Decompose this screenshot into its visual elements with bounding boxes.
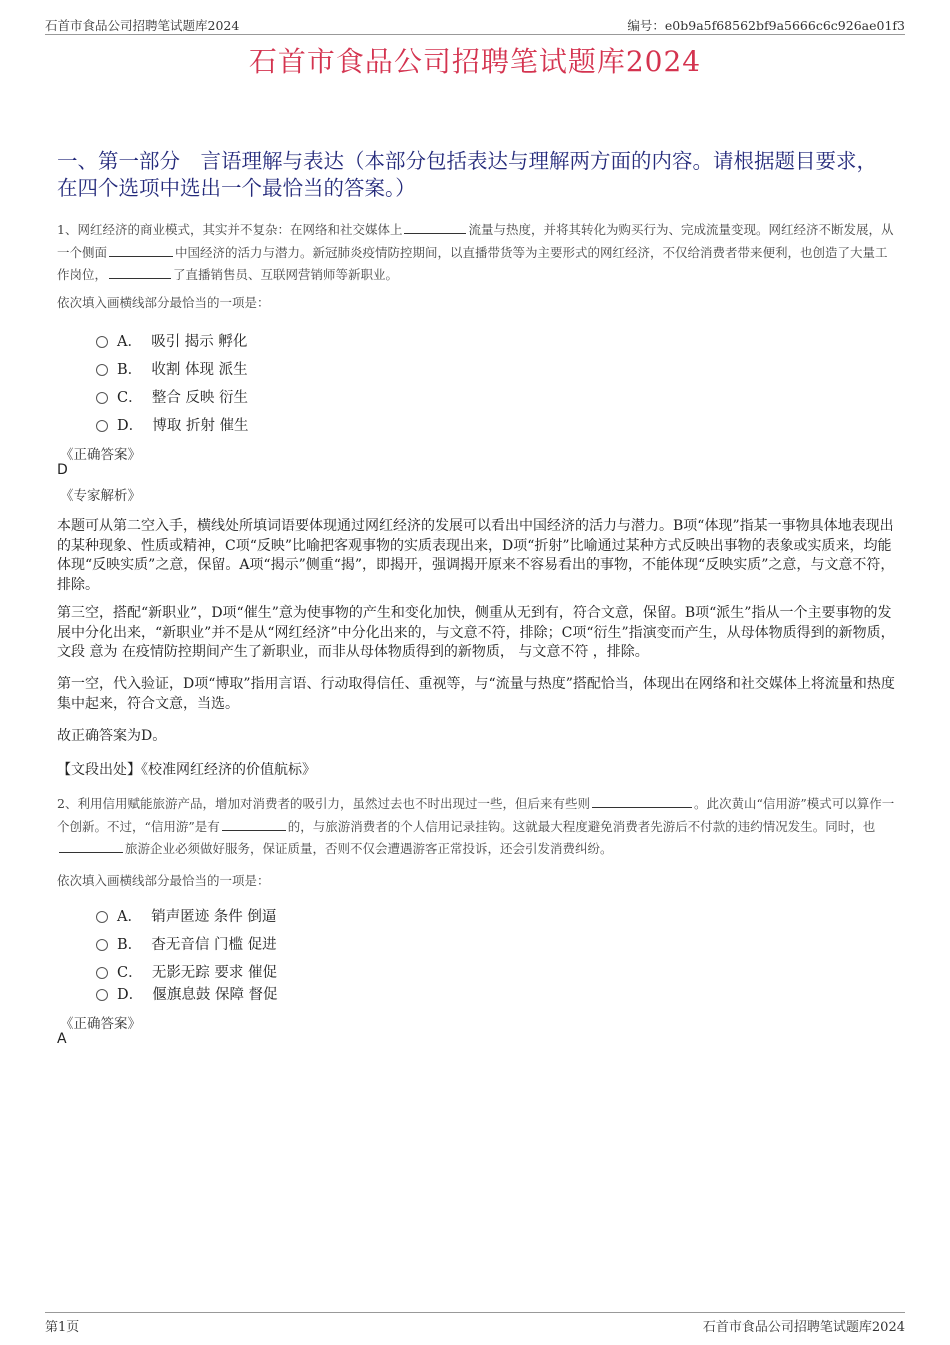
q2-answer-label: 《正确答案》 — [60, 1016, 141, 1032]
q1-text-part-4: 了直播销售员、互联网营销师等新职业。 — [173, 267, 399, 282]
footer-doc-title: 石首市食品公司招聘笔试题库2024 — [702, 1320, 905, 1335]
radio-icon[interactable] — [96, 336, 108, 348]
q1-option-d-label: D． 博取 折射 催生 — [117, 418, 249, 434]
q1-blank-2 — [109, 244, 173, 257]
q2-option-a[interactable] — [96, 905, 276, 926]
q1-option-d[interactable] — [96, 414, 249, 435]
q1-answer: D — [57, 462, 68, 478]
q2-option-b[interactable] — [96, 933, 277, 954]
q1-text-part-2: 流量与热度，并将其转化为购买行为、完成流量变现。网红经济不断发展，从一个侧面 — [57, 222, 894, 260]
question-2-text — [57, 793, 899, 861]
q2-option-d-label: D． 偃旗息鼓 保障 督促 — [117, 987, 278, 1003]
radio-icon[interactable] — [96, 967, 108, 979]
radio-icon[interactable] — [96, 939, 108, 951]
q1-blank-3 — [109, 266, 171, 279]
q2-text-part-4: 旅游企业必须做好服务，保证质量，否则不仅会遭遇游客正常投诉，还会引发消费纠纷。 — [125, 841, 613, 856]
q1-option-a-label: A． 吸引 揭示 孵化 — [117, 334, 248, 350]
q2-option-d[interactable] — [96, 983, 278, 1004]
q1-source: 【文段出处】《校准网红经济的价值航标》 — [57, 762, 316, 778]
radio-icon[interactable] — [96, 392, 108, 404]
q2-blank-3 — [59, 840, 123, 853]
q1-text-part-3: 中国经济的活力与潜力。新冠肺炎疫情防控期间，以直播带货等为主要形式的网红经济，不仅给消费者带来便利，也创造了大量工作岗位， — [57, 244, 888, 282]
page-title: 石首市食品公司招聘笔试题库2024 — [248, 45, 702, 78]
section-heading: 一、第一部分 言语理解与表达（本部分包括表达与理解两方面的内容。请根据题目要求，在四个选项中选出一个最恰当的答案。） — [57, 149, 877, 200]
q1-explanation-1: 本题可从第二空入手，横线处所填词语要体现通过网红经济的发展可以看出中国经济的活力与潜力。B项“体现”指某一事物具体地表现出的某种现象、性质或精神，C项“反映”比喻把客观事物的实质表现出来，D项“折射”比喻通过某种方式反映出事物的表象或实质来，均能体现“反映实质”之意，保留。A项“揭示”侧重“揭”，即揭开，强调揭开原来不容易看出的事物，不能体现“反映实质”之意，与文意不符，排除。 — [57, 518, 895, 593]
q1-answer-label: 《正确答案》 — [60, 447, 141, 463]
header-doc-title: 石首市食品公司招聘笔试题库2024 — [45, 18, 240, 33]
q2-answer: A — [57, 1031, 67, 1047]
q2-prompt: 依次填入画横线部分最恰当的一项是： — [57, 873, 270, 888]
q1-option-a[interactable] — [96, 330, 247, 351]
q2-option-c[interactable] — [96, 961, 277, 982]
radio-icon[interactable] — [96, 911, 108, 923]
page-header — [45, 14, 905, 35]
q2-text-part-2: 。此次黄山“信用游”模式可以算作一个创新。不过，“信用游”是有 — [57, 796, 895, 834]
header-doc-id: 编号：e0b9a5f68562bf9a5666c6c926ae01f3 — [627, 18, 905, 33]
q2-blank-1 — [592, 795, 692, 808]
q1-analysis-label: 《专家解析》 — [60, 488, 141, 504]
q1-prompt: 依次填入画横线部分最恰当的一项是： — [57, 295, 270, 310]
q1-explanation-2: 第三空，搭配“新职业”，D项“催生”意为使事物的产生和变化加快，侧重从无到有，符合文意，保留。B项“派生”指从一个主要事物的发展中分化出来，“新职业”并不是从“网红经济”中分化出来的，与文意不符，排除；C项“衍生”指演变而产生，从母体物质得到的新物质，文段 意为 在疫情防控期间产生了新职业，而非从母体物质得到的新物质， 与文意不符 ，排除。 — [57, 605, 895, 660]
radio-icon[interactable] — [96, 364, 108, 376]
q2-option-c-label: C． 无影无踪 要求 催促 — [117, 965, 278, 981]
footer-page-number: 第1页 — [45, 1320, 80, 1335]
q2-text-part-1: 2、利用信用赋能旅游产品，增加对消费者的吸引力，虽然过去也不时出现过一些，但后来有些则 — [57, 796, 590, 811]
q1-blank-1 — [404, 221, 466, 234]
radio-icon[interactable] — [96, 989, 108, 1001]
q2-option-b-label: B． 杳无音信 门槛 促进 — [117, 937, 277, 953]
q2-option-a-label: A． 销声匿迹 条件 倒逼 — [117, 909, 277, 925]
q1-explanation-4: 故正确答案为D。 — [57, 728, 167, 744]
q1-option-b-label: B． 收割 体现 派生 — [117, 362, 248, 378]
q2-text-part-3: 的，与旅游消费者的个人信用记录挂钩。这就最大程度避免消费者先游后不付款的违约情况发生。同时，也 — [287, 818, 876, 834]
question-1-text — [57, 219, 899, 287]
q1-option-c[interactable] — [96, 386, 248, 407]
q1-explanation-3: 第一空，代入验证，D项“博取”指用言语、行动取得信任、重视等，与“流量与热度”搭配恰当，体现出在网络和社交媒体上将流量和热度集中起来，符合文意，当选。 — [57, 676, 895, 712]
radio-icon[interactable] — [96, 420, 108, 432]
q1-option-c-label: C． 整合 反映 衍生 — [117, 390, 249, 406]
q2-blank-2 — [222, 818, 286, 831]
q1-text-part-1: 1、网红经济的商业模式，其实并不复杂：在网络和社交媒体上 — [57, 222, 403, 237]
page-footer — [45, 1312, 905, 1335]
q1-option-b[interactable] — [96, 358, 248, 379]
